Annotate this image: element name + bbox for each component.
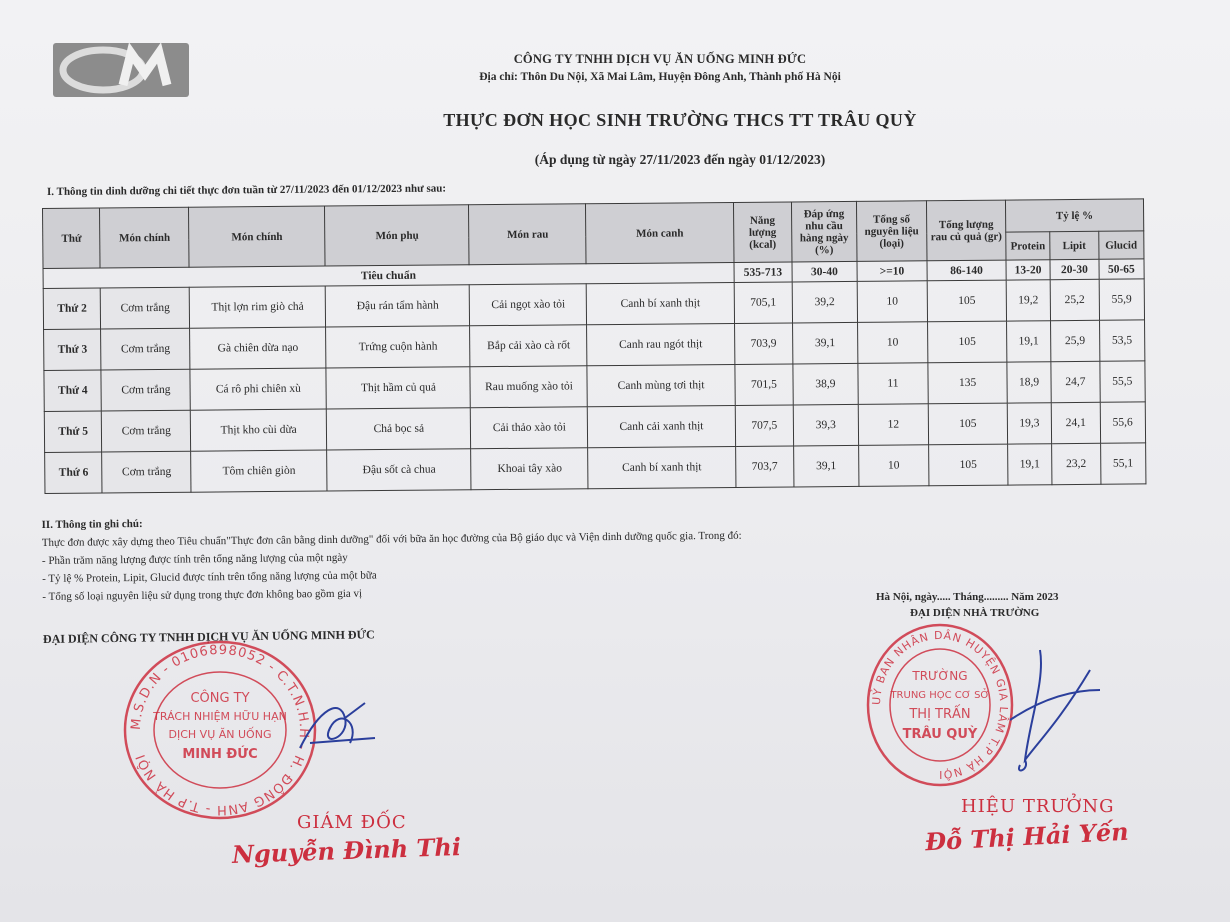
header-lipit: Lipit [1050,231,1099,259]
header-ingredients: Tổng số nguyên liệu (loại) [856,201,927,262]
header-glucid: Glucid [1098,231,1144,259]
table-cell: 86-140 [927,260,1006,281]
table-cell: Thịt hầm củ quả [326,367,471,409]
table-cell: Gà chiên dừa nạo [190,327,326,369]
page-subtitle: (Áp dụng từ ngày 27/11/2023 đến ngày 01/12/2023) [534,152,826,167]
header-protein: Protein [1006,232,1051,260]
svg-text:TRÁCH NHIỆM HỮU HẠN: TRÁCH NHIỆM HỮU HẠN [153,710,287,723]
table-row [45,443,1146,494]
svg-text:M.S.D.N - 0106898052 - C.T.N.H: M.S.D.N - 0106898052 - C.T.N.H.H - H. ĐÔNG ANH - T.P HÀ NỘI [128,642,312,818]
header-pct: Đáp ứng nhu cầu hàng ngày (%) [792,201,857,262]
page-title: THỰC ĐƠN HỌC SINH TRƯỜNG THCS TT TRÂU QUỲ [443,110,917,130]
table-cell: 13-20 [1006,260,1051,280]
school-stamp [865,620,1015,790]
notes-intro: Thực đơn được xây dựng theo Tiêu chuẩn"Thực đơn cân bằng dinh dưỡng" đối với bữa ăn học đường của Bộ giáo dục và Viện dinh dưỡng quốc gia. Trong đó: [41,529,742,550]
notes-section [42,509,743,606]
table-cell: 30-40 [792,261,857,282]
table-cell: 25,9 [1051,320,1100,361]
table-cell: 707,5 [735,405,794,447]
table-cell: Tôm chiên giòn [191,450,327,492]
school-representative-title: ĐẠI DIỆN NHÀ TRƯỜNG [910,607,1040,619]
sign-date-line: Hà Nội, ngày..... Tháng......... Năm 2023 [876,591,1059,603]
table-cell: 19,2 [1006,280,1051,321]
standard-label: Tiêu chuẩn [43,262,734,288]
header-ratio: Tỷ lệ % [1005,199,1143,232]
table-cell: Cơm trắng [101,328,190,370]
table-cell: 55,1 [1100,443,1146,484]
day-cell: Thứ 3 [44,329,102,370]
table-cell: 10 [857,322,928,364]
header-veg: Món rau [469,204,586,265]
table-cell: 39,1 [793,322,858,364]
header-vegtotal: Tổng lượng rau củ quả (gr) [927,200,1006,261]
table-cell: 39,2 [792,281,857,323]
table-cell: 20-30 [1050,259,1099,279]
day-cell: Thứ 4 [44,370,102,411]
table-cell: Canh mùng tơi thịt [587,364,735,406]
table-cell: 19,3 [1007,403,1052,444]
header-main2: Món chính [189,206,326,267]
table-cell: Đậu rán tẩm hành [325,285,470,327]
notes-item: - Phần trăm năng lượng được tính trên tổng năng lượng của một ngày [41,551,348,567]
company-header [430,52,890,83]
table-cell: Canh bí xanh thịt [588,446,736,488]
header-side: Món phụ [325,205,470,266]
table-cell: 39,3 [793,404,858,446]
svg-text:THỊ TRẤN: THỊ TRẤN [909,707,971,722]
table-cell: 18,9 [1007,362,1052,403]
table-cell: 39,1 [794,445,859,487]
table-cell: 19,1 [1006,321,1051,362]
table-cell: 19,1 [1007,444,1052,485]
director-name: Nguyễn Đình Thi [231,832,462,869]
table-cell: Khoai tây xào [471,448,588,490]
director-role: GIÁM ĐỐC [297,812,407,833]
svg-text:UỶ BAN NHÂN DÂN HUYỆN GIA LÂM: UỶ BAN NHÂN DÂN HUYỆN GIA LÂM T.P HÀ NỘI [869,628,1011,782]
table-cell: 53,5 [1099,320,1145,361]
company-name: CÔNG TY TNHH DỊCH VỤ ĂN UỐNG MINH ĐỨC [513,52,807,66]
table-cell: 105 [928,321,1007,363]
table-cell: 38,9 [793,363,858,405]
notes-heading: II. Thông tin ghi chú: [41,517,143,532]
svg-text:TRƯỜNG: TRƯỜNG [912,669,968,683]
table-cell: 55,6 [1100,402,1146,443]
table-cell: 105 [928,403,1007,445]
table-cell: 10 [857,281,928,323]
table-cell: Cơm trắng [101,287,190,329]
header-energy: Năng lượng (kcal) [733,202,792,263]
header-soup: Món canh [586,202,734,263]
principal-signature [1000,640,1110,785]
table-cell: 705,1 [734,282,793,324]
table-cell: 55,9 [1099,279,1145,320]
svg-text:CÔNG TY: CÔNG TY [190,691,250,706]
table-cell: Cơm trắng [102,410,191,452]
table-cell: 703,7 [735,446,794,488]
table-cell: Đậu sốt cà chua [327,449,472,491]
svg-text:MINH ĐỨC: MINH ĐỨC [182,747,258,762]
principal-name: Đỗ Thị Hải Yến [924,816,1130,857]
menu-table [42,198,1146,494]
table-cell: 23,2 [1052,443,1101,484]
table-cell: 703,9 [734,323,793,365]
table-cell: Chả bọc sả [327,408,472,450]
table-cell: 11 [857,363,928,405]
table-cell: 25,2 [1050,279,1099,320]
table-cell: Thịt lợn rim giò chả [189,286,325,328]
day-cell: Thứ 6 [45,452,103,493]
table-cell: Canh cải xanh thịt [588,405,736,447]
header-main1: Món chính [100,207,189,268]
table-cell: 135 [928,362,1007,404]
table-cell: 105 [927,280,1006,322]
table-cell: Cải thảo xào tỏi [471,407,588,449]
table-cell: Canh bí xanh thịt [587,282,735,324]
table-cell: Cải ngọt xào tỏi [470,284,587,326]
table-cell: >=10 [857,261,928,282]
svg-text:TRÂU QUỲ: TRÂU QUỲ [902,727,978,742]
director-signature [290,688,390,773]
table-cell: 12 [858,404,929,446]
principal-role: HIỆU TRƯỞNG [961,796,1115,817]
table-cell: 535-713 [734,262,793,283]
svg-text:DỊCH VỤ ĂN UỐNG: DỊCH VỤ ĂN UỐNG [168,728,272,741]
company-logo [53,43,189,97]
table-cell: Canh rau ngót thịt [587,323,735,365]
company-representative-title: ĐẠI DIỆN CÔNG TY TNHH DỊCH VỤ ĂN UỐNG MINH ĐỨC [42,627,375,646]
day-cell: Thứ 5 [44,411,102,452]
company-address: Địa chỉ: Thôn Du Nội, Xã Mai Lâm, Huyện Đông Anh, Thành phố Hà Nội [479,71,841,83]
table-cell: Rau muống xào tỏi [470,366,587,408]
header-day: Thứ [43,208,101,268]
table-cell: 24,1 [1051,402,1100,443]
table-cell: 105 [929,444,1008,486]
table-cell: 701,5 [735,364,794,406]
table-cell: Cơm trắng [101,369,190,411]
day-cell: Thứ 2 [43,288,101,329]
table-cell: Cơm trắng [102,451,191,493]
section1-heading: I. Thông tin dinh dưỡng chi tiết thực đơn tuần từ 27/11/2023 đến 01/12/2023 như sau: [46,182,447,198]
table-cell: 55,5 [1099,361,1145,402]
table-cell: Bắp cải xào cà rốt [470,325,587,367]
table-cell: Cá rô phi chiên xù [190,368,326,410]
table-cell: 24,7 [1051,361,1100,402]
table-cell: 50-65 [1099,259,1145,279]
table-cell: 10 [858,445,929,487]
table-cell: Thịt kho cùi dừa [190,409,326,451]
notes-item: - Tổng số loại nguyên liệu sử dụng trong thực đơn không bao gồm gia vị [42,587,363,603]
notes-item: - Tỷ lệ % Protein, Lipit, Glucid được tính trên tổng năng lượng của một bữa [42,569,377,585]
svg-text:TRUNG HỌC CƠ SỞ: TRUNG HỌC CƠ SỞ [890,690,990,701]
table-cell: Trứng cuộn hành [326,326,471,368]
